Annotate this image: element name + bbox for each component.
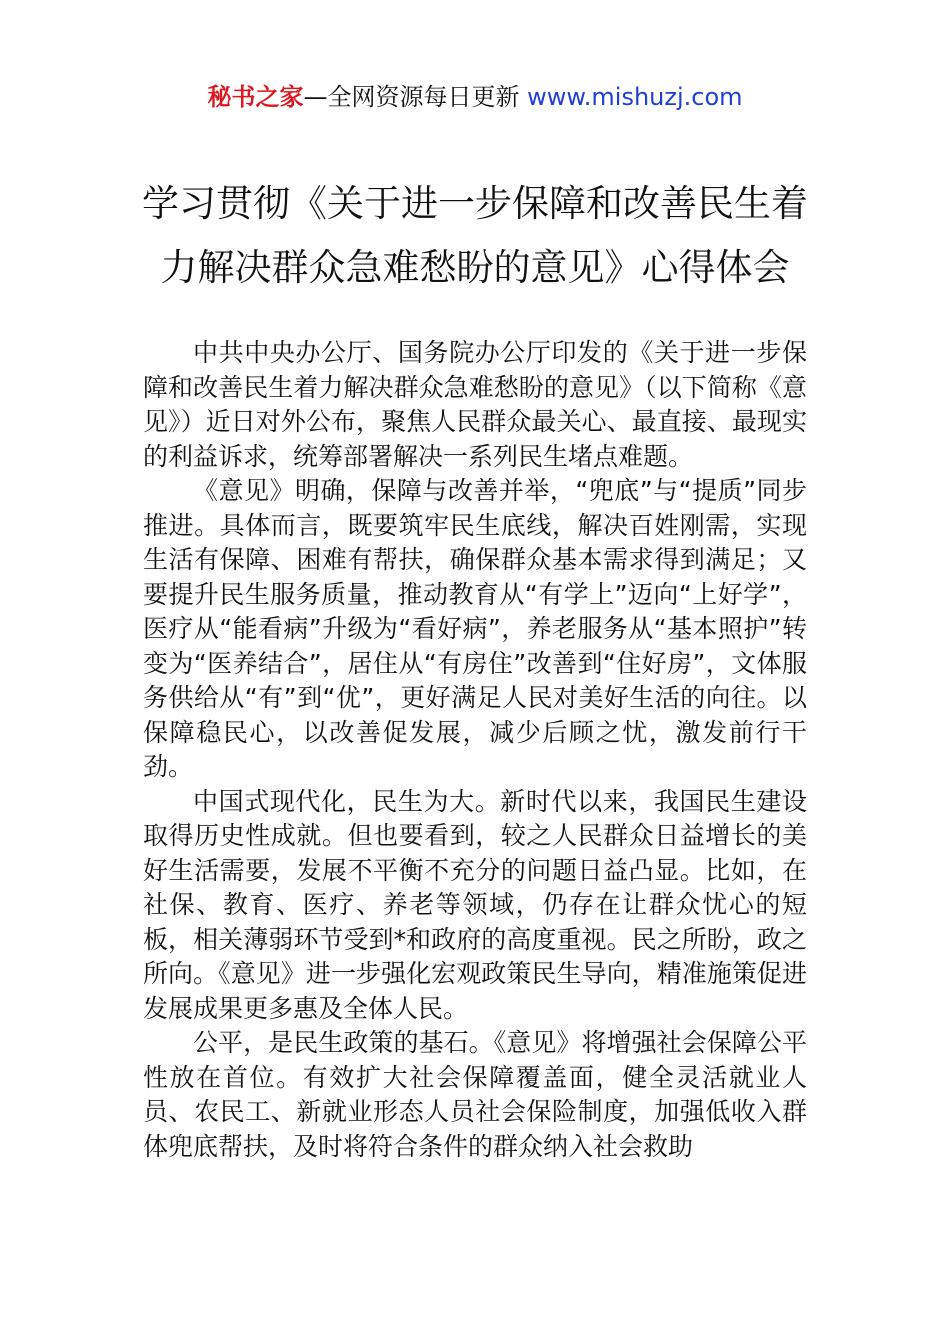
site-url-link[interactable]: www.mishuzj.com (527, 83, 743, 111)
document-body (143, 336, 807, 1164)
banner-tagline: —全网资源每日更新 (303, 83, 520, 111)
brand-name: 秘书之家 (207, 83, 304, 111)
site-banner (0, 80, 950, 114)
paragraph-2: 《意见》明确，保障与改善并举，“兜底”与“提质”同步推进。具体而言，既要筑牢民生底线，解决百姓刚需，实现生活有保障、困难有帮扶，确保群众基本需求得到满足；又要提升民生服务质量，推动教育从“有学上”迈向“上好学”，医疗从“能看病”升级为“看好病”，养老服务从“基本照护”转变为“医养结合”，居住从“有房住”改善到“住好房”，文体服务供给从“有”到“优”，更好满足人民对美好生活的向往。以保障稳民心，以改善促发展，减少后顾之忧，激发前行干劲。 (143, 476, 807, 781)
paragraph-4: 公平，是民生政策的基石。《意见》将增强社会保障公平性放在首位。有效扩大社会保障覆盖面，健全灵活就业人员、农民工、新就业形态人员社会保险制度，加强低收入群体兜底帮扶，及时将符合条件的群众纳入社会救助 (143, 1028, 807, 1161)
paragraph-3: 中国式现代化，民生为大。新时代以来，我国民生建设取得历史性成就。但也要看到，较之人民群众日益增长的美好生活需要，发展不平衡不充分的问题日益凸显。比如，在社保、教育、医疗、养老等领域，仍存在让群众忧心的短板，相关薄弱环节受到*和政府的高度重视。民之所盼，政之所向。《意见》进一步强化宏观政策民生导向，精准施策促进发展成果更多惠及全体人民。 (143, 786, 807, 1023)
title-line-2: 力解决群众急难愁盼的意见》心得体会 (160, 246, 790, 289)
document-title (120, 172, 830, 300)
paragraph-1: 中共中央办公厅、国务院办公厅印发的《关于进一步保障和改善民生着力解决群众急难愁盼的意见》（以下简称《意见》）近日对外公布，聚焦人民群众最关心、最直接、最现实的利益诉求，统筹部署解决一系列民生堵点难题。 (143, 338, 807, 471)
title-line-1: 学习贯彻《关于进一步保障和改善民生着 (142, 182, 808, 225)
